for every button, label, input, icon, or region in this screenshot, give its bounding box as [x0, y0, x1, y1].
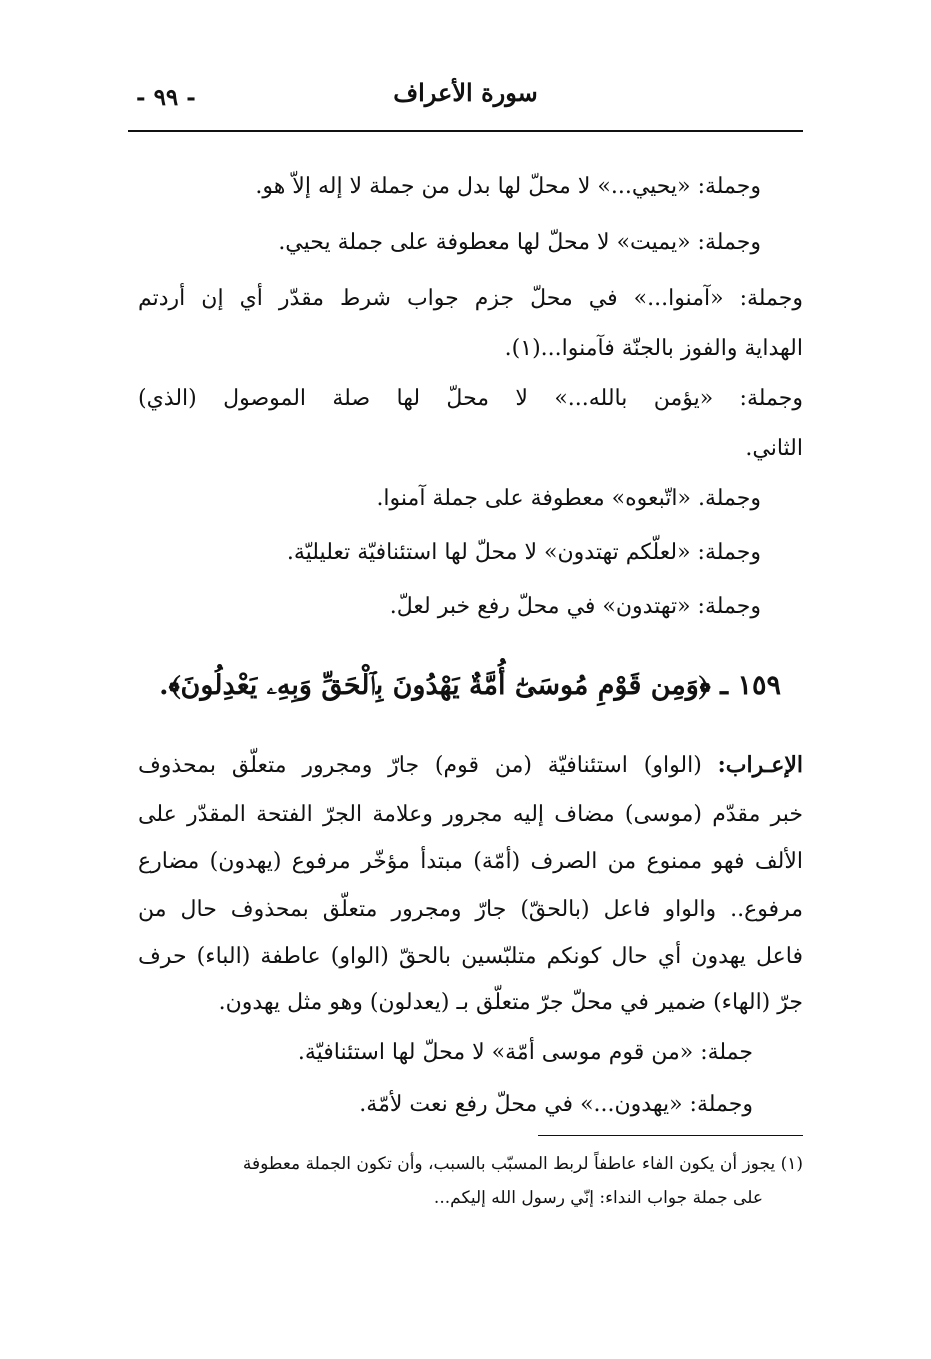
irab-line: خبر مقدّم (موسى) مضاف إليه مجرور وعلامة الجرّ الفتحة المقدّر على: [138, 802, 803, 827]
body-line: وجملة: «يؤمن بالله...» لا محلّ لها صلة الموصول (الذي): [138, 386, 803, 411]
body-line: وجملة: «يميت» لا محلّ لها معطوفة على جملة يحيي.: [278, 230, 761, 255]
page-number: - ٩٩ -: [136, 84, 196, 111]
body-line: وجملة: «لعلّكم تهتدون» لا محلّ لها استئنافيّة تعليليّة.: [286, 540, 761, 565]
irab-line: فاعل يهدون أي حال كونكم متلبّسين بالحقّ (الواو) عاطفة (الباء) حرف: [138, 944, 803, 969]
body-line: وجملة: «تهتدون» في محلّ رفع خبر لعلّ.: [389, 594, 761, 619]
closing-line: جملة: «من قوم موسى أمّة» لا محلّ لها استئنافيّة.: [297, 1040, 753, 1065]
irab-line: الألف فهو ممنوع من الصرف (أمّة) مبتدأ مؤخّر مرفوع (يهدون) مضارع: [138, 849, 803, 874]
body-line: الثاني.: [745, 436, 803, 461]
surah-title: سورة الأعراف: [393, 78, 538, 107]
footnote-line: على جملة جواب النداء: إنّي رسول الله إليكم...: [433, 1188, 763, 1208]
body-line: وجملة. «اتّبعوه» معطوفة على جملة آمنوا.: [376, 486, 761, 511]
footnote-divider: [538, 1135, 803, 1136]
irab-line: [138, 748, 803, 783]
body-line: الهداية والفوز بالجنّة فآمنوا...(١).: [504, 336, 803, 361]
irab-line: مرفوع.. والواو فاعل (بالحقّ) جارّ ومجرور متعلّق بمحذوف حال من: [138, 897, 804, 922]
irab-line: جرّ (الهاء) ضمير في محلّ جرّ متعلّق بـ (يعدلون) وهو مثل يهدون.: [218, 990, 803, 1015]
closing-line: وجملة: «يهدون...» في محلّ رفع نعت لأمّة.: [359, 1092, 753, 1117]
irab-label: الإعـراب:: [717, 752, 803, 778]
page-header: [128, 70, 803, 132]
footnote-line: (١) يجوز أن يكون الفاء عاطفاً لربط المسبّب بالسبب، وأن تكون الجملة معطوفة: [242, 1154, 803, 1174]
body-line: وجملة: «يحيي...» لا محلّ لها بدل من جملة لا إله إلاّ هو.: [255, 174, 761, 199]
quran-verse: ١٥٩ ـ ﴿وَمِن قَوْمِ مُوسَىٰٓ أُمَّةٌ يَهْدُونَ بِٱلْحَقِّ وَبِهِۦ يَعْدِلُونَ﴾.: [159, 670, 781, 701]
body-line: وجملة: «آمنوا...» في محلّ جزم جواب شرط مقدّر أي إن أردتم: [138, 286, 803, 311]
irab-text: (الواو) استئنافيّة (من قوم) جارّ ومجرور متعلّق بمحذوف: [138, 753, 718, 778]
